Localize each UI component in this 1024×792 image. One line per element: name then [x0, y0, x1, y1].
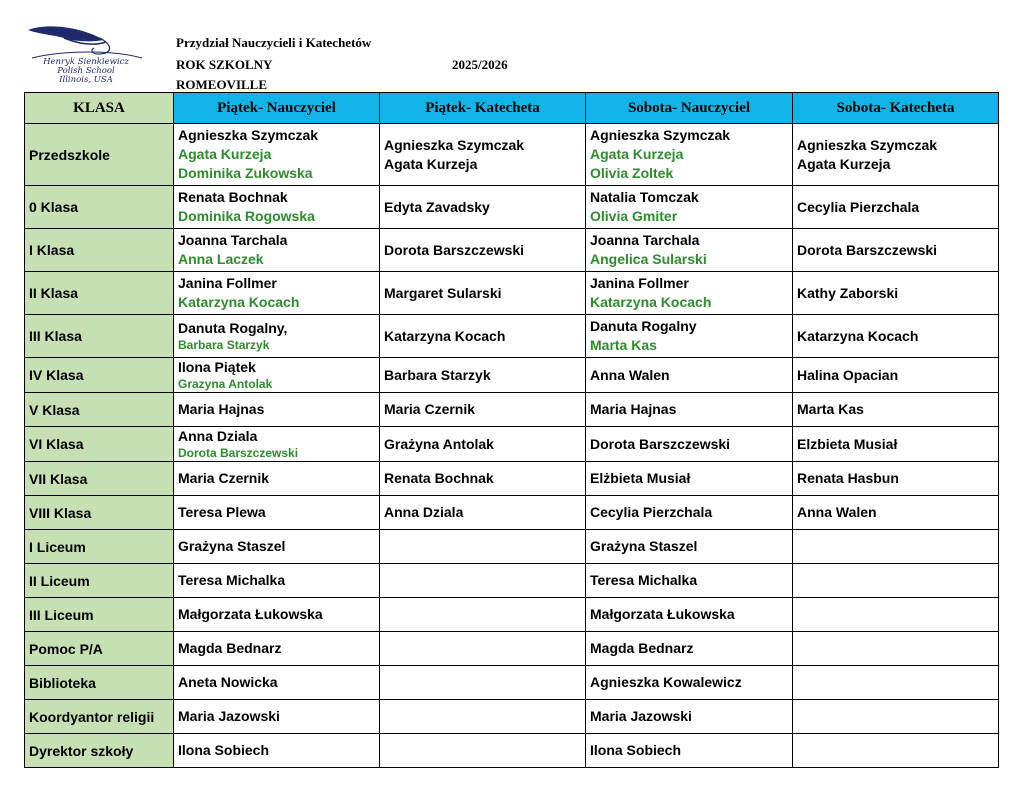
assignment-cell-pk: [380, 393, 586, 427]
table-row: [25, 734, 999, 768]
assignment-cell-pn: [174, 462, 380, 496]
teacher-name: Agata Kurzeja: [590, 146, 684, 162]
teacher-name: Dorota Barszczewski: [797, 241, 938, 258]
class-name-cell: 0 Klasa: [25, 186, 174, 229]
assignment-cell-pk: [380, 427, 586, 462]
teacher-name: Katarzyna Kocach: [178, 294, 300, 310]
assignment-cell-pn: [174, 700, 380, 734]
teacher-name: Janina Follmer: [178, 275, 277, 291]
assignment-cell-sn: [586, 427, 793, 462]
teacher-name: Ilona Sobiech: [590, 742, 682, 758]
teacher-name: Magda Bednarz: [178, 640, 282, 656]
assignment-table: [24, 92, 999, 768]
assignment-cell-pn: [174, 393, 380, 427]
class-name-cell: I Klasa: [25, 229, 174, 272]
teacher-name: Cecylia Pierzchala: [590, 504, 713, 520]
teacher-name: Anna Laczek: [178, 251, 264, 267]
assignment-cell-pn: [174, 272, 380, 315]
assignment-cell-sk: [793, 734, 999, 768]
assignment-cell-pn: [174, 315, 380, 358]
teacher-name: Grażyna Staszel: [178, 538, 286, 554]
teacher-name: Małgorzata Łukowska: [590, 606, 735, 622]
teacher-name: Ilona Piątek: [178, 359, 256, 375]
teacher-name: Aneta Nowicka: [178, 674, 278, 690]
assignment-cell-sn: [586, 462, 793, 496]
assignment-cell-pn: [174, 530, 380, 564]
teacher-name: Katarzyna Kocach: [384, 327, 506, 344]
table-row: [25, 186, 999, 229]
assignment-cell-pk: [380, 272, 586, 315]
assignment-cell-pk: [380, 564, 586, 598]
class-name-cell: IV Klasa: [25, 358, 174, 393]
teacher-name: Katarzyna Kocach: [797, 327, 919, 344]
teacher-name: Maria Jazowski: [590, 708, 692, 724]
assignment-cell-pn: [174, 632, 380, 666]
table-row: [25, 632, 999, 666]
assignment-cell-sn: [586, 564, 793, 598]
assignment-cell-pn: [174, 564, 380, 598]
column-header-piatek-katecheta: Piątek- Katecheta: [380, 93, 586, 124]
teacher-name: Elzbieta Musiał: [797, 435, 898, 452]
assignment-cell-sk: [793, 564, 999, 598]
assignment-cell-pk: [380, 700, 586, 734]
assignment-cell-pn: [174, 229, 380, 272]
class-name-cell: VII Klasa: [25, 462, 174, 496]
assignment-cell-sk: [793, 530, 999, 564]
assignment-cell-pk: [380, 186, 586, 229]
logo-line-polish-school: Polish School: [57, 66, 115, 76]
table-row: [25, 666, 999, 700]
teacher-name: Katarzyna Kocach: [590, 294, 712, 310]
assignment-cell-sn: [586, 700, 793, 734]
assignment-cell-pn: [174, 734, 380, 768]
assignment-cell-pn: [174, 358, 380, 393]
teacher-name: Agnieszka Szymczak: [590, 127, 731, 143]
teacher-name: Janina Follmer: [590, 275, 689, 291]
assignment-cell-pk: [380, 358, 586, 393]
table-row: [25, 462, 999, 496]
table-row: [25, 530, 999, 564]
teacher-name: Maria Hajnas: [590, 401, 677, 417]
teacher-name: Maria Jazowski: [178, 708, 280, 724]
teacher-name: Teresa Michalka: [178, 572, 286, 588]
column-header-klasa: KLASA: [25, 93, 174, 124]
table-row: [25, 315, 999, 358]
assignment-cell-sn: [586, 358, 793, 393]
assignment-cell-pk: [380, 462, 586, 496]
assignment-cell-sn: [586, 734, 793, 768]
teacher-name: Halina Opacian: [797, 366, 899, 383]
table-row: [25, 598, 999, 632]
assignment-cell-pk: [380, 666, 586, 700]
teacher-name: Ilona Sobiech: [178, 742, 270, 758]
teacher-name: Marta Kas: [590, 337, 657, 353]
document-title: Przydział Nauczycieli i Katechetów: [176, 35, 372, 50]
assignment-cell-pk: [380, 598, 586, 632]
class-name-cell: VI Klasa: [25, 427, 174, 462]
teacher-name: Barbara Starzyk: [178, 338, 270, 352]
teacher-name: Renata Bochnak: [384, 470, 494, 486]
assignment-cell-pn: [174, 496, 380, 530]
assignment-cell-pk: [380, 496, 586, 530]
logo-line-location: Illinois, USA: [59, 75, 113, 85]
assignment-cell-sk: [793, 700, 999, 734]
assignment-cell-sk: [793, 496, 999, 530]
assignment-cell-sk: [793, 186, 999, 229]
class-name-cell: VIII Klasa: [25, 496, 174, 530]
assignment-cell-sn: [586, 598, 793, 632]
teacher-name: Maria Hajnas: [178, 401, 265, 417]
school-year-value: 2025/2026: [452, 57, 508, 72]
assignment-cell-sn: [586, 632, 793, 666]
teacher-name: Agnieszka Szymczak: [797, 136, 938, 153]
class-name-cell: Pomoc P/A: [25, 632, 174, 666]
teacher-name: Anna Dziala: [384, 504, 464, 520]
teacher-name: Agnieszka Kowalewicz: [590, 674, 742, 690]
teacher-name: Anna Dziala: [178, 428, 258, 444]
school-logo: [24, 24, 148, 88]
teacher-name: Cecylia Pierzchala: [797, 198, 920, 215]
teacher-name: Olivia Zoltek: [590, 165, 674, 181]
teacher-name: Renata Bochnak: [178, 189, 288, 205]
assignment-cell-sn: [586, 229, 793, 272]
assignment-cell-sk: [793, 427, 999, 462]
teacher-name: Dominika Zukowska: [178, 165, 313, 181]
class-name-cell: Przedszkole: [25, 124, 174, 186]
class-name-cell: III Klasa: [25, 315, 174, 358]
assignment-cell-sn: [586, 315, 793, 358]
teacher-name: Renata Hasbun: [797, 470, 899, 486]
table-row: [25, 427, 999, 462]
assignment-cell-pn: [174, 598, 380, 632]
table-row: [25, 564, 999, 598]
teacher-name: Elżbieta Musiał: [590, 470, 691, 486]
column-header-sobota-katecheta: Sobota- Katecheta: [793, 93, 999, 124]
teacher-name: Joanna Tarchala: [590, 232, 700, 248]
teacher-name: Grażyna Staszel: [590, 538, 698, 554]
assignment-cell-sk: [793, 358, 999, 393]
assignment-cell-sn: [586, 530, 793, 564]
assignment-cell-pn: [174, 427, 380, 462]
teacher-name: Agata Kurzeja: [178, 146, 272, 162]
assignment-cell-sn: [586, 393, 793, 427]
teacher-name: Danuta Rogalny,: [178, 320, 288, 336]
assignment-cell-sk: [793, 598, 999, 632]
table-header-row: [25, 93, 999, 124]
teacher-name: Grazyna Antolak: [178, 377, 273, 391]
assignment-cell-sn: [586, 124, 793, 186]
assignment-cell-sn: [586, 496, 793, 530]
assignment-cell-sk: [793, 272, 999, 315]
teacher-name: Natalia Tomczak: [590, 189, 699, 205]
teacher-name: Teresa Plewa: [178, 504, 266, 520]
teacher-name: Danuta Rogalny: [590, 318, 697, 334]
class-name-cell: II Liceum: [25, 564, 174, 598]
assignment-cell-sn: [586, 666, 793, 700]
table-row: [25, 393, 999, 427]
teacher-name: Teresa Michalka: [590, 572, 698, 588]
teacher-name: Dorota Barszczewski: [384, 241, 525, 258]
class-name-cell: Biblioteka: [25, 666, 174, 700]
teacher-name: Angelica Sularski: [590, 251, 707, 267]
assignment-cell-sk: [793, 462, 999, 496]
class-name-cell: Dyrektor szkoły: [25, 734, 174, 768]
assignment-cell-sk: [793, 229, 999, 272]
teacher-name: Agata Kurzeja: [384, 155, 478, 172]
teacher-name: Maria Czernik: [178, 470, 270, 486]
table-row: [25, 229, 999, 272]
teacher-name: Edyta Zavadsky: [384, 198, 490, 215]
assignment-cell-pk: [380, 530, 586, 564]
teacher-name: Dorota Barszczewski: [178, 446, 299, 460]
teacher-name: Marta Kas: [797, 401, 864, 417]
teacher-name: Magda Bednarz: [590, 640, 694, 656]
class-name-cell: V Klasa: [25, 393, 174, 427]
class-name-cell: I Liceum: [25, 530, 174, 564]
assignment-cell-pk: [380, 632, 586, 666]
teacher-name: Anna Walen: [797, 504, 877, 520]
column-header-sobota-nauczyciel: Sobota- Nauczyciel: [586, 93, 793, 124]
teacher-name: Maria Czernik: [384, 401, 476, 417]
assignment-cell-sk: [793, 393, 999, 427]
assignment-cell-sk: [793, 666, 999, 700]
table-row: [25, 700, 999, 734]
assignment-cell-sn: [586, 272, 793, 315]
teacher-name: Małgorzata Łukowska: [178, 606, 323, 622]
school-year-label: ROK SZKOLNY: [176, 57, 273, 72]
logo-line-school-name: Henryk Sienkiewicz: [43, 57, 129, 67]
teacher-name: Grażyna Antolak: [384, 435, 494, 452]
assignment-cell-pn: [174, 186, 380, 229]
teacher-name: Agata Kurzeja: [797, 155, 891, 172]
city-label: ROMEOVILLE: [176, 77, 268, 92]
table-row: [25, 358, 999, 393]
assignment-cell-pn: [174, 124, 380, 186]
table-row: [25, 496, 999, 530]
teacher-name: Dorota Barszczewski: [590, 435, 731, 452]
assignment-cell-sk: [793, 315, 999, 358]
column-header-piatek-nauczyciel: Piątek- Nauczyciel: [174, 93, 380, 124]
assignment-cell-sk: [793, 124, 999, 186]
assignment-cell-pk: [380, 734, 586, 768]
teacher-name: Agnieszka Szymczak: [384, 136, 525, 153]
teacher-name: Anna Walen: [590, 366, 670, 383]
assignment-cell-pk: [380, 124, 586, 186]
assignment-cell-pk: [380, 315, 586, 358]
teacher-name: Kathy Zaborski: [797, 284, 899, 301]
teacher-name: Barbara Starzyk: [384, 366, 491, 383]
teacher-name: Olivia Gmiter: [590, 208, 678, 224]
teacher-name: Margaret Sularski: [384, 284, 502, 301]
assignment-cell-pk: [380, 229, 586, 272]
assignment-cell-pn: [174, 666, 380, 700]
assignment-cell-sn: [586, 186, 793, 229]
teacher-name: Dominika Rogowska: [178, 208, 315, 224]
class-name-cell: III Liceum: [25, 598, 174, 632]
teacher-name: Agnieszka Szymczak: [178, 127, 319, 143]
class-name-cell: Koordyantor religii: [25, 700, 174, 734]
table-row: [25, 272, 999, 315]
class-name-cell: II Klasa: [25, 272, 174, 315]
assignment-cell-sk: [793, 632, 999, 666]
teacher-name: Joanna Tarchala: [178, 232, 288, 248]
table-row: [25, 124, 999, 186]
